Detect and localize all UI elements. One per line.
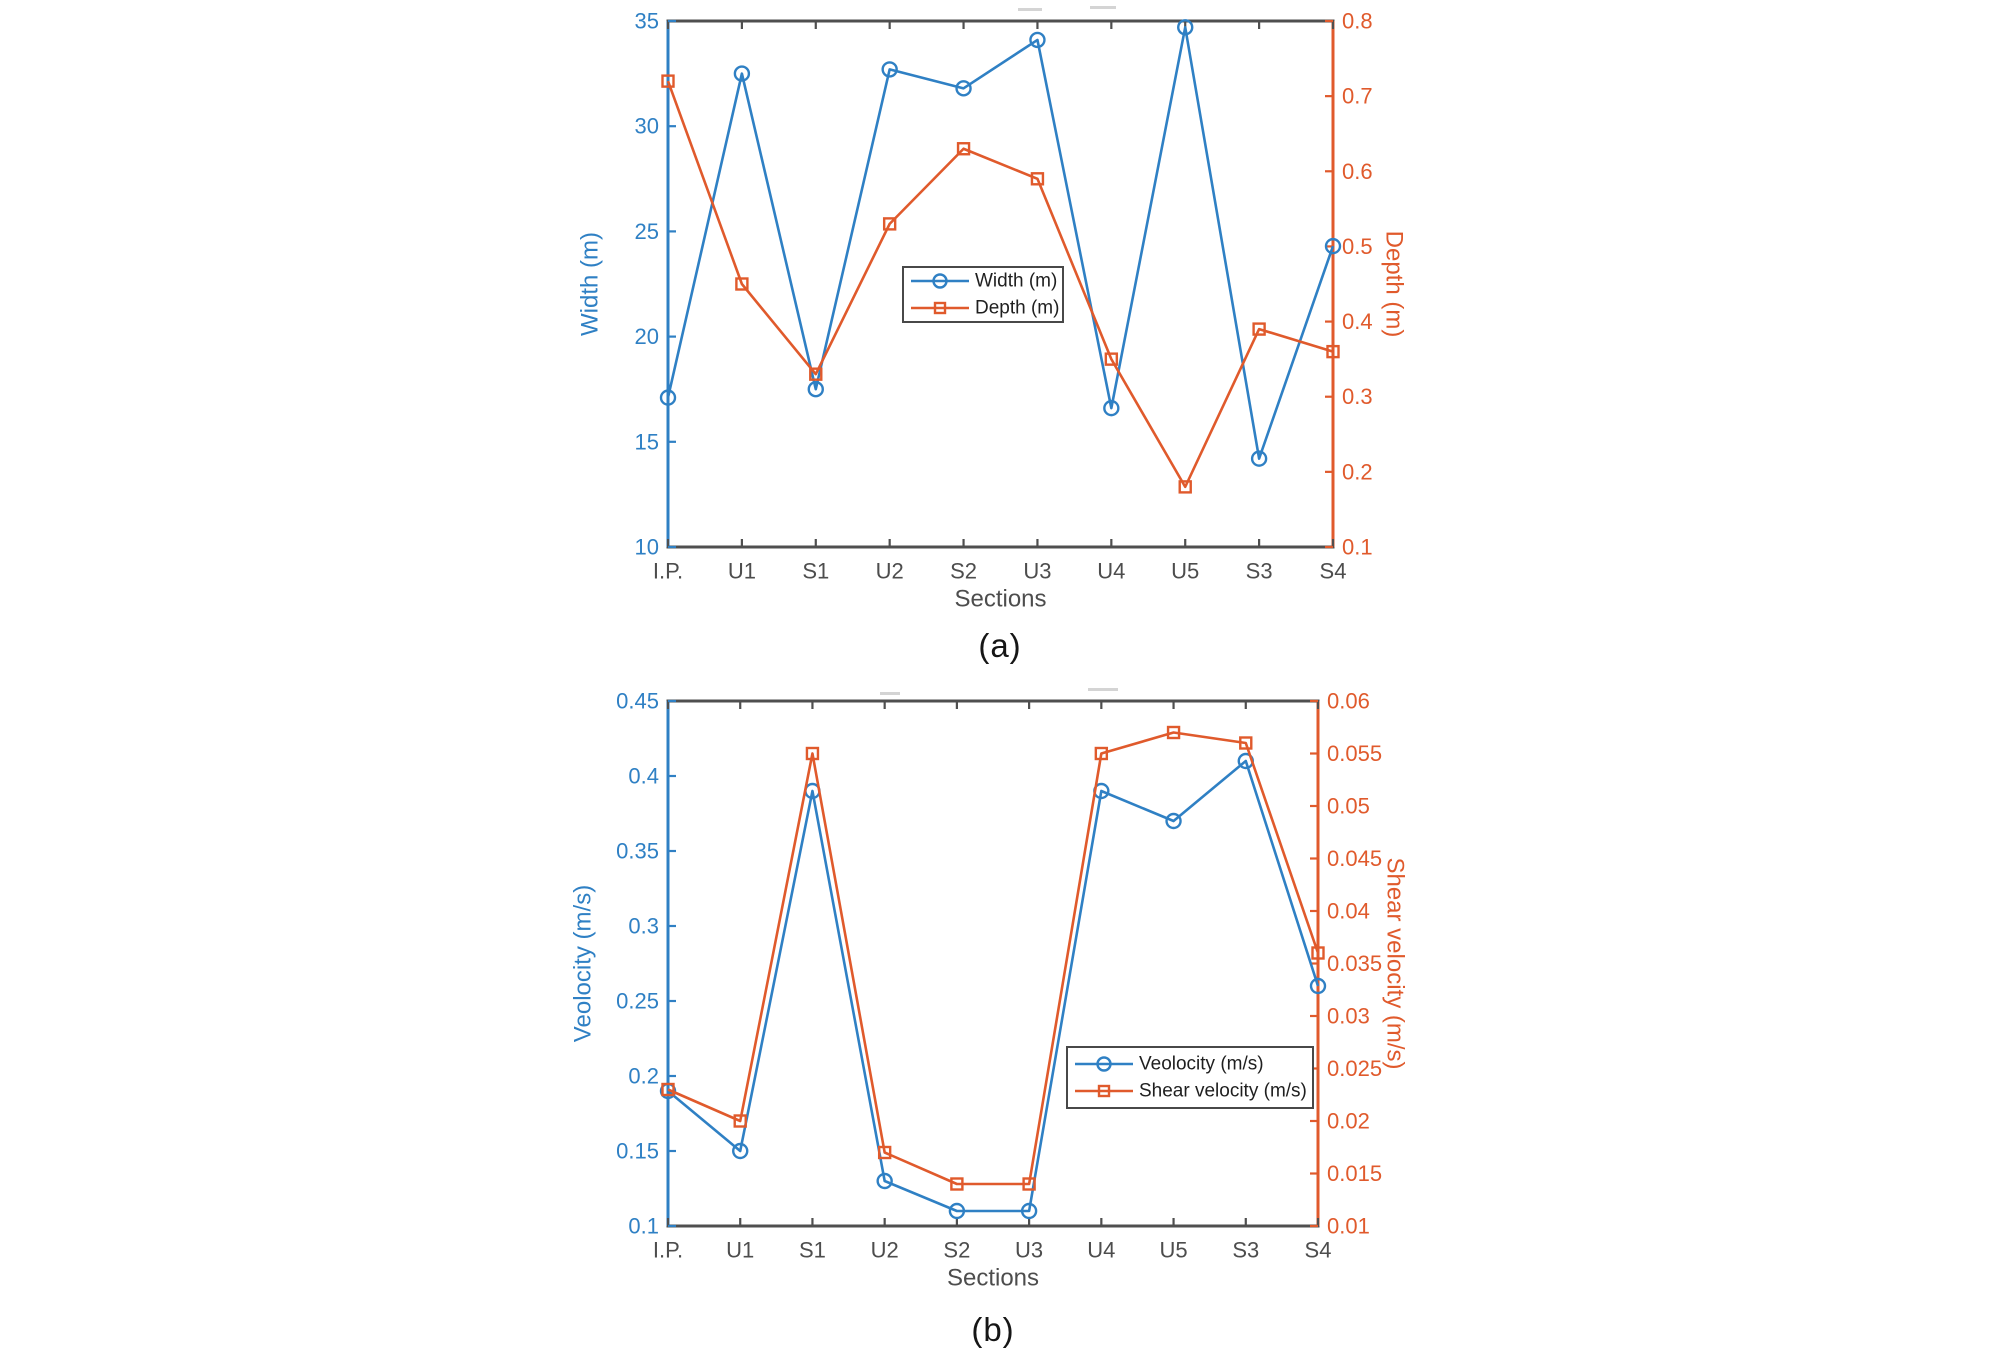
right-tick-label: 0.7: [1342, 83, 1373, 109]
x-tick-label-u5: U5: [1159, 1237, 1188, 1263]
x-axis-title: Sections: [954, 585, 1047, 613]
legend-label-width-m: Width (m): [975, 270, 1058, 292]
x-tick-label-u2: U2: [870, 1237, 899, 1263]
x-tick-label-u3: U3: [1015, 1237, 1044, 1263]
x-tick-label-u1: U1: [727, 558, 756, 584]
right-tick-label: 0.05: [1327, 793, 1370, 819]
right-tick-label: 0.6: [1342, 158, 1373, 184]
x-tick-label-s2: S2: [950, 558, 978, 584]
legend-label-shear-velocity-m-s: Shear velocity (m/s): [1139, 1080, 1307, 1102]
x-tick-label-s2: S2: [943, 1237, 971, 1263]
right-tick-label: 0.055: [1327, 741, 1383, 766]
legend-chart-b: [1067, 1047, 1313, 1108]
x-tick-label-u5: U5: [1171, 558, 1200, 584]
right-tick-label: 0.03: [1327, 1003, 1370, 1029]
right-tick-label: 0.06: [1327, 688, 1370, 714]
x-tick-label-s3: S3: [1245, 558, 1273, 584]
left-tick-label: 0.25: [616, 988, 659, 1014]
left-tick-label: 0.45: [616, 688, 659, 714]
right-tick-label: 0.015: [1327, 1161, 1383, 1186]
left-tick-label: 0.2: [628, 1063, 659, 1089]
right-tick-label: 0.4: [1342, 309, 1373, 335]
right-tick-label: 0.5: [1342, 233, 1373, 259]
right-tick-label: 0.035: [1327, 951, 1383, 976]
x-tick-label-u2: U2: [875, 558, 904, 584]
left-axis-title: Width (m): [576, 232, 604, 336]
top-border-artifact: [1090, 6, 1116, 9]
right-tick-label: 0.8: [1342, 8, 1373, 34]
right-axis-title: Depth (m): [1380, 230, 1408, 338]
right-axis-title: Shear velocity (m/s): [1381, 857, 1409, 1070]
right-tick-label: 0.1: [1342, 534, 1373, 560]
left-tick-label: 30: [634, 113, 659, 139]
legend-label-depth-m: Depth (m): [975, 297, 1060, 319]
right-tick-label: 0.04: [1327, 898, 1370, 924]
x-tick-label-u3: U3: [1023, 558, 1052, 584]
left-tick-label: 10: [634, 534, 659, 560]
left-axis-title: Veolocity (m/s): [569, 884, 597, 1043]
left-tick-label: 0.3: [628, 913, 659, 939]
right-tick-label: 0.025: [1327, 1056, 1383, 1081]
right-tick-label: 0.2: [1342, 459, 1373, 485]
chart-b: [570, 688, 1409, 1292]
series-line-shear-velocity-m-s: [668, 733, 1318, 1185]
left-tick-label: 0.1: [628, 1213, 659, 1239]
right-tick-label: 0.02: [1327, 1108, 1370, 1134]
chart-a: [577, 6, 1408, 613]
right-tick-label: 0.3: [1342, 384, 1373, 410]
x-tick-label-s1: S1: [798, 1237, 826, 1263]
left-tick-label: 15: [634, 429, 659, 455]
x-tick-label-u1: U1: [726, 1237, 755, 1263]
subfigure-label-b: (b): [971, 1311, 1015, 1348]
left-tick-label: 35: [634, 8, 659, 34]
left-tick-label: 0.4: [628, 763, 659, 789]
top-border-artifact: [1088, 688, 1118, 691]
right-tick-label: 0.045: [1327, 846, 1383, 871]
right-tick-label: 0.01: [1327, 1213, 1370, 1239]
left-tick-label: 0.35: [616, 838, 659, 864]
x-tick-label-s4: S4: [1319, 558, 1347, 584]
x-tick-label-i-p: I.P.: [652, 558, 684, 584]
x-tick-label-s3: S3: [1232, 1237, 1260, 1263]
top-border-artifact: [1018, 8, 1042, 11]
x-axis-title: Sections: [946, 1264, 1040, 1292]
x-tick-label-s1: S1: [802, 558, 830, 584]
x-tick-label-u4: U4: [1097, 558, 1126, 584]
series-line-width-m: [668, 27, 1333, 458]
x-tick-label-u4: U4: [1087, 1237, 1116, 1263]
legend-label-veolocity-m-s: Veolocity (m/s): [1139, 1053, 1264, 1075]
legend-chart-a: [903, 267, 1063, 322]
x-tick-label-s4: S4: [1304, 1237, 1332, 1263]
x-tick-label-i-p: I.P.: [652, 1237, 684, 1263]
subfigure-label-a: (a): [978, 627, 1022, 664]
left-tick-label: 0.15: [616, 1138, 659, 1164]
left-tick-label: 25: [634, 218, 659, 244]
left-tick-label: 20: [634, 324, 659, 350]
top-border-artifact: [880, 692, 900, 695]
